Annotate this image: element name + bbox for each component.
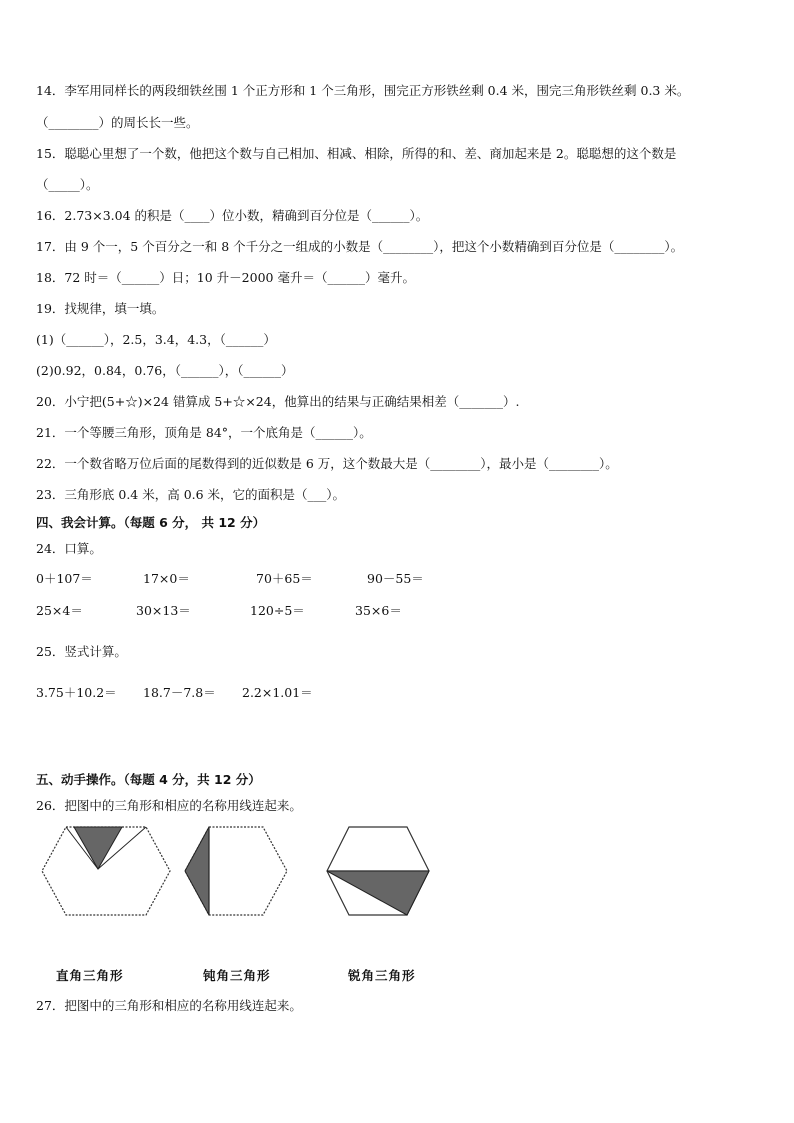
question-19: 19．找规律，填一填。 [36, 301, 165, 316]
question-21: 21．一个等腰三角形，顶角是 84°，一个底角是（______）。 [36, 425, 372, 440]
oral-calc-6: 30×13＝ [136, 603, 191, 618]
question-18: 18．72 时＝（______）日；10 升－2000 毫升＝（______）毫升。 [36, 270, 415, 285]
question-27: 27．把图中的三角形和相应的名称用线连起来。 [36, 998, 302, 1013]
oral-calc-2: 17×0＝ [143, 571, 190, 586]
question-23: 23．三角形底 0.4 米，高 0.6 米，它的面积是（___）。 [36, 487, 346, 502]
question-14-line-1: 14．李军用同样长的两段细铁丝围 1 个正方形和 1 个三角形，围完正方形铁丝剩 0.4 米，围完三角形铁丝剩 0.3 米。 [36, 83, 690, 98]
section-5-heading: 五、动手操作。（每题 4 分，共 12 分） [36, 772, 261, 787]
caption-obtuse-triangle: 钝角三角形 [203, 968, 271, 983]
vertical-calc-2: 18.7－7.8＝ [143, 685, 216, 700]
question-17: 17．由 9 个一，5 个百分之一和 8 个千分之一组成的小数是（________），把这个小数精确到百分位是（________）。 [36, 239, 684, 254]
section-4-heading: 四、我会计算。（每题 6 分， 共 12 分） [36, 515, 266, 530]
oral-calc-7: 120÷5＝ [250, 603, 305, 618]
question-20: 20．小宁把(5+☆)×24 错算成 5+☆×24，他算出的结果与正确结果相差（_______）. [36, 394, 520, 409]
question-24: 24．口算。 [36, 541, 102, 556]
question-25: 25．竖式计算。 [36, 644, 127, 659]
question-14-line-2: （________）的周长长一些。 [36, 115, 199, 130]
question-19-part-2: (2)0.92，0.84，0.76，（______），（______） [36, 363, 294, 378]
question-22: 22．一个数省略万位后面的尾数得到的近似数是 6 万，这个数最大是（________），最小是（________）。 [36, 456, 618, 471]
question-15-line-1: 15．聪聪心里想了一个数，他把这个数与自己相加、相减、相除，所得的和、差、商加起来是 2。聪聪想的这个数是 [36, 146, 677, 161]
hexagon-right-triangle-figure [40, 825, 172, 917]
oral-calc-8: 35×6＝ [355, 603, 402, 618]
hexagon-acute-triangle-figure [325, 825, 431, 917]
question-26: 26．把图中的三角形和相应的名称用线连起来。 [36, 798, 302, 813]
oral-calc-5: 25×4＝ [36, 603, 83, 618]
question-15-line-2: （_____）。 [36, 177, 99, 192]
oral-calc-4: 90－55＝ [367, 571, 424, 586]
question-16: 16．2.73×3.04 的积是（____）位小数，精确到百分位是（______）。 [36, 208, 429, 223]
caption-right-triangle: 直角三角形 [56, 968, 124, 983]
oral-calc-3: 70＋65＝ [256, 571, 313, 586]
caption-acute-triangle: 锐角三角形 [348, 968, 416, 983]
oral-calc-1: 0＋107＝ [36, 571, 93, 586]
question-19-part-1: (1)（______），2.5，3.4，4.3，（______） [36, 332, 276, 347]
vertical-calc-3: 2.2×1.01＝ [242, 685, 313, 700]
hexagon-obtuse-triangle-figure [183, 825, 289, 917]
vertical-calc-1: 3.75＋10.2＝ [36, 685, 117, 700]
